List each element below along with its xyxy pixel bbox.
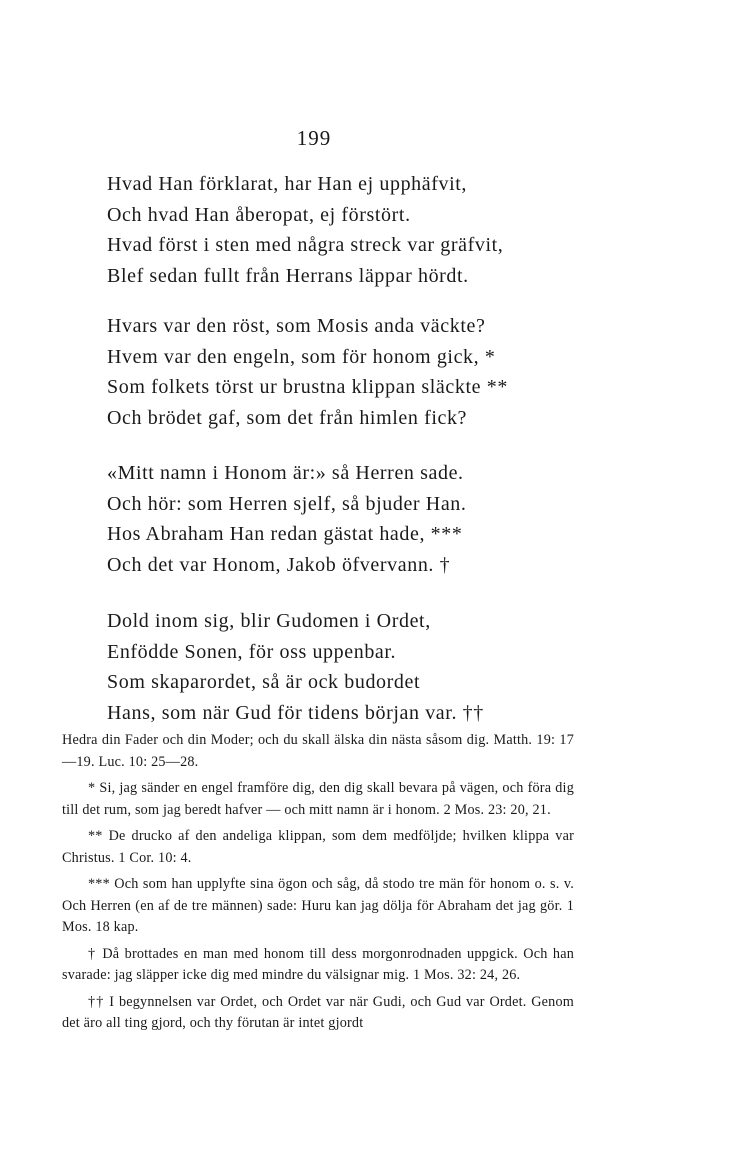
footnote: † Då brottades en man med honom till dess morgonrodnaden uppgick. Och han svarade: jag släpper icke dig med mindre du välsignar mig. 1 Mos. 32: 24, 26.: [62, 945, 574, 983]
verse-line: Enfödde Sonen, för oss uppenbar.: [107, 640, 397, 663]
footnote: ** De drucko af den andeliga klippan, som dem medföljde; hvilken klippa var Christus. 1 Cor. 10: 4.: [62, 828, 574, 866]
stanza-4: [107, 606, 567, 728]
verse-line: Hvad Han förklarat, har Han ej upphäfvit,: [107, 173, 468, 195]
verse-line: Dold inom sig, blir Gudomen i Ordet,: [107, 610, 431, 632]
verse-line: Hos Abraham Han redan gästat hade, ***: [107, 523, 463, 545]
stanza-1: [107, 169, 567, 291]
verse-line: Som folkets törst ur brustna klippan släckte **: [107, 376, 508, 398]
verse-line: Blef sedan fullt från Herrans läppar hördt.: [107, 264, 469, 287]
verse-line: Hvars var den röst, som Mosis anda väckte?: [107, 315, 486, 337]
footnote: Hedra din Fader och din Moder; och du skall älska din nästa såsom dig. Matth. 19: 17—19. Luc. 10: 25—28.: [62, 732, 574, 770]
stanza-2: [107, 311, 567, 433]
verse-line: Hans, som när Gud för tidens början var. ††: [107, 701, 484, 724]
verse-line: Som skaparordet, så är ock budordet: [107, 671, 421, 693]
footnote: *** Och som han upplyfte sina ögon och såg, då stodo tre män för honom o. s. v. Och Herren (en af de tre männen) sade: Huru kan jag dölja för Abraham det jag gör. 1 Mos. 18 kap.: [62, 876, 574, 935]
footnote: †† I begynnelsen var Ordet, och Ordet var när Gudi, och Gud var Ordet. Genom det äro all ting gjord, och thy förutan är intet gjordt: [62, 993, 574, 1031]
verse-line: «Mitt namn i Honom är:» så Herren sade.: [107, 462, 464, 484]
footnotes: [62, 730, 574, 1040]
verse-line: Och det var Honom, Jakob öfvervann. †: [107, 553, 451, 576]
verse-line: Och hör: som Herren sjelf, så bjuder Han.: [107, 492, 467, 515]
footnote: * Si, jag sänder en engel framföre dig, den dig skall bevara på vägen, och föra dig till det rum, som jag beredt hafver — och mitt namn är i honom. 2 Mos. 23: 20, 21.: [62, 780, 574, 818]
verse-line: Hvad först i sten med några streck var gräfvit,: [107, 234, 504, 256]
verse-line: Och brödet gaf, som det från himlen fick?: [107, 406, 468, 429]
stanza-3: [107, 458, 567, 580]
page-number: 199: [296, 126, 332, 150]
verse-line: Hvem var den engeln, som för honom gick, *: [107, 345, 496, 368]
verse-line: Och hvad Han åberopat, ej förstört.: [107, 203, 411, 226]
